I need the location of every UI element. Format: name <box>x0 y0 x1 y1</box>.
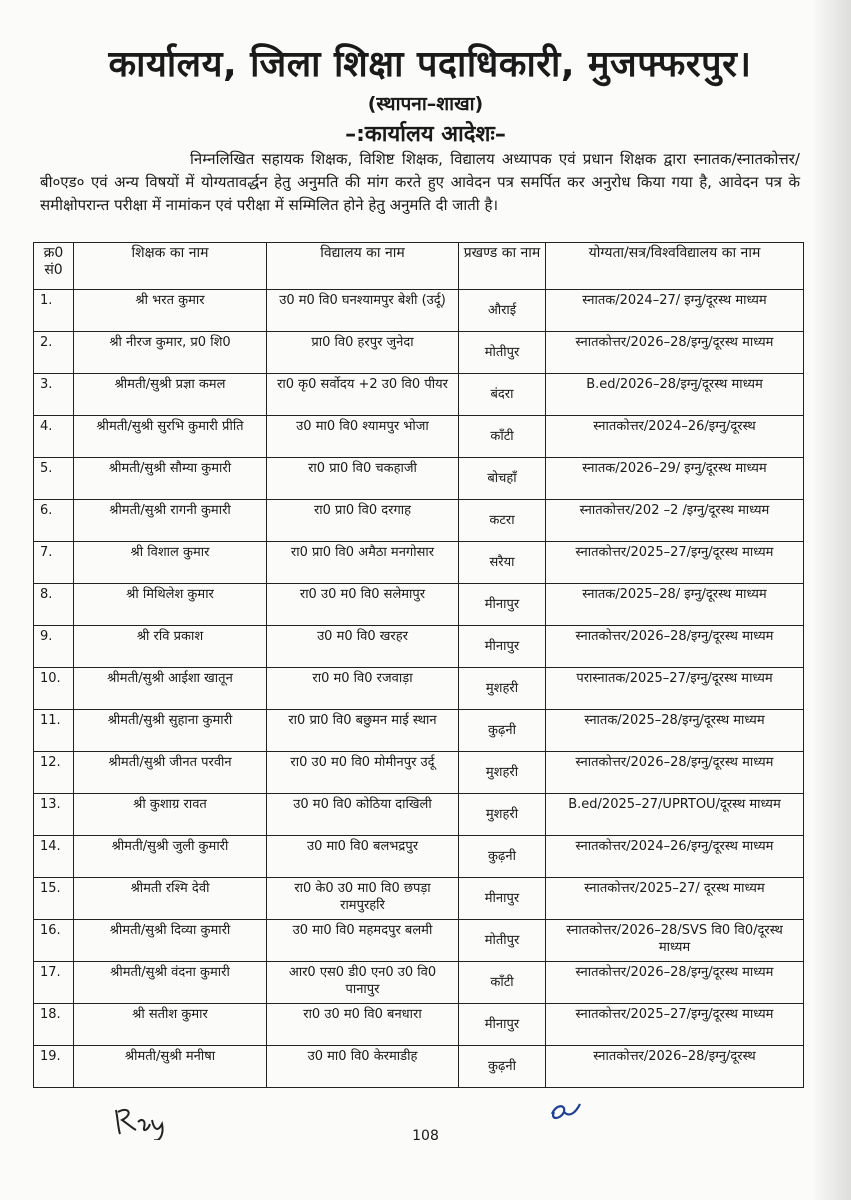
cell-school: रा0 म0 वि0 रजवाड़ा <box>267 668 459 710</box>
table-header-row <box>34 243 804 290</box>
cell-school: रा0 प्रा0 वि0 बछुमन माई स्थान <box>267 710 459 752</box>
cell-teacher: श्री कुशाग्र रावत <box>74 794 267 836</box>
cell-teacher: श्रीमती/सुश्री सौम्या कुमारी <box>74 458 267 500</box>
cell-teacher: श्रीमती/सुश्री जीनत परवीन <box>74 752 267 794</box>
signature-right <box>546 1098 586 1128</box>
cell-qualification: स्नातक/2026–29/ इग्नु/दूरस्थ माध्यम <box>546 458 804 500</box>
header-school: विद्यालय का नाम <box>267 243 459 290</box>
cell-sno: 17. <box>34 962 74 1004</box>
table-row <box>34 710 804 752</box>
cell-school: रा0 प्रा0 वि0 दरगाह <box>267 500 459 542</box>
cell-block: मुशहरी <box>459 794 546 836</box>
cell-block: मीनापुर <box>459 1004 546 1046</box>
cell-qualification: परास्नातक/2025–27/इग्नु/दूरस्थ माध्यम <box>546 668 804 710</box>
order-heading: –:कार्यालय आदेशः– <box>345 122 506 147</box>
cell-school: रा0 प्रा0 वि0 अमैठा मनगोसार <box>267 542 459 584</box>
cell-school: उ0 म0 वि0 कोठिया दाखिली <box>267 794 459 836</box>
cell-sno: 16. <box>34 920 74 962</box>
table-row <box>34 1046 804 1088</box>
cell-sno: 9. <box>34 626 74 668</box>
table-row <box>34 416 804 458</box>
cell-qualification: स्नातकोत्तर/2026–28/इग्नु/दूरस्थ माध्यम <box>546 962 804 1004</box>
cell-school: आर0 एस0 डी0 एन0 उ0 वि0 पानापुर <box>267 962 459 1004</box>
table-row <box>34 584 804 626</box>
cell-teacher: श्रीमती/सुश्री आईशा खातून <box>74 668 267 710</box>
cell-sno: 6. <box>34 500 74 542</box>
cell-qualification: स्नातकोत्तर/2026–28/इग्नु/दूरस्थ माध्यम <box>546 752 804 794</box>
header-teacher: शिक्षक का नाम <box>74 243 267 290</box>
cell-qualification: स्नातकोत्तर/2024–26/इग्नु/दूरस्थ माध्यम <box>546 836 804 878</box>
table-row <box>34 500 804 542</box>
cell-sno: 2. <box>34 332 74 374</box>
cell-qualification: स्नातकोत्तर/2025–27/ दूरस्थ माध्यम <box>546 878 804 920</box>
table-row <box>34 920 804 962</box>
intro-paragraph: निम्नलिखित सहायक शिक्षक, विशिष्ट शिक्षक, विद्यालय अध्यापक एवं प्रधान शिक्षक द्वारा स्नातक/स्नातकोत्तर/ बी०एड० एवं अन्य विषयों में योग्यतावर्द्धन हेतु अनुमति की मांग करते हुए आवेदन पत्र समर्पित कर अनुरोध किया गया है, आवेदन पत्र के समीक्षोपरान्त परीक्षा में नामांकन एवं परीक्षा में सम्मिलित होने हेतु अनुमति दी जाती है। <box>40 150 800 214</box>
cell-qualification: स्नातक/2025–28/इग्नु/दूरस्थ माध्यम <box>546 710 804 752</box>
table-row <box>34 836 804 878</box>
table-row <box>34 290 804 332</box>
cell-sno: 8. <box>34 584 74 626</box>
cell-sno: 19. <box>34 1046 74 1088</box>
cell-teacher: श्रीमती/सुश्री प्रज्ञा कमल <box>74 374 267 416</box>
cell-block: मीनापुर <box>459 878 546 920</box>
cell-qualification: स्नातकोत्तर/2026–28/इग्नु/दूरस्थ माध्यम <box>546 626 804 668</box>
cell-teacher: श्रीमती/सुश्री दिव्या कुमारी <box>74 920 267 962</box>
cell-block: मुशहरी <box>459 668 546 710</box>
cell-teacher: श्रीमती/सुश्री जुली कुमारी <box>74 836 267 878</box>
cell-sno: 12. <box>34 752 74 794</box>
office-title: कार्यालय, जिला शिक्षा पदाधिकारी, मुजफ्फरपुर। <box>108 44 752 85</box>
cell-qualification: स्नातकोत्तर/2025–27/इग्नु/दूरस्थ माध्यम <box>546 542 804 584</box>
cell-teacher: श्री विशाल कुमार <box>74 542 267 584</box>
cell-teacher: श्रीमती/सुश्री सुरभि कुमारी प्रीति <box>74 416 267 458</box>
cell-qualification: स्नातक/2025–28/ इग्नु/दूरस्थ माध्यम <box>546 584 804 626</box>
cell-qualification: स्नातकोत्तर/2024–26/इग्नु/दूरस्थ <box>546 416 804 458</box>
table-row <box>34 332 804 374</box>
cell-block: बोचहाँ <box>459 458 546 500</box>
cell-school: उ0 मा0 वि0 बलभद्रपुर <box>267 836 459 878</box>
cell-block: मीनापुर <box>459 584 546 626</box>
cell-sno: 11. <box>34 710 74 752</box>
cell-sno: 13. <box>34 794 74 836</box>
cell-qualification: स्नातक/2024–27/ इग्नु/दूरस्थ माध्यम <box>546 290 804 332</box>
cell-block: सरैया <box>459 542 546 584</box>
table-row <box>34 1004 804 1046</box>
cell-school: रा0 उ0 म0 वि0 मोमीनपुर उर्दू <box>267 752 459 794</box>
cell-school: रा0 उ0 म0 वि0 बनधारा <box>267 1004 459 1046</box>
cell-teacher: श्रीमती/सुश्री मनीषा <box>74 1046 267 1088</box>
cell-teacher: श्री सतीश कुमार <box>74 1004 267 1046</box>
cell-teacher: श्रीमती/सुश्री सुहाना कुमारी <box>74 710 267 752</box>
cell-qualification: स्नातकोत्तर/2025–27/इग्नु/दूरस्थ माध्यम <box>546 1004 804 1046</box>
cell-qualification: स्नातकोत्तर/2026–28/SVS वि0 वि0/दूरस्थ माध्यम <box>546 920 804 962</box>
cell-school: रा0 कृ0 सर्वोदय +2 उ0 वि0 पीयर <box>267 374 459 416</box>
table-row <box>34 962 804 1004</box>
cell-teacher: श्री मिथिलेश कुमार <box>74 584 267 626</box>
cell-sno: 4. <box>34 416 74 458</box>
cell-sno: 10. <box>34 668 74 710</box>
header-qualification: योग्यता/सत्र/विश्वविद्यालय का नाम <box>546 243 804 290</box>
cell-school: उ0 मा0 वि0 श्यामपुर भोजा <box>267 416 459 458</box>
cell-sno: 5. <box>34 458 74 500</box>
cell-school: उ0 म0 वि0 घनश्यामपुर बेशी (उर्दू) <box>267 290 459 332</box>
table-row <box>34 668 804 710</box>
cell-teacher: श्री नीरज कुमार, प्र0 शि0 <box>74 332 267 374</box>
table-row <box>34 458 804 500</box>
cell-school: रा0 उ0 म0 वि0 सलेमापुर <box>267 584 459 626</box>
cell-qualification: स्नातकोत्तर/2026–28/इग्नु/दूरस्थ माध्यम <box>546 332 804 374</box>
cell-sno: 18. <box>34 1004 74 1046</box>
cell-block: कुढ़नी <box>459 836 546 878</box>
cell-qualification: स्नातकोत्तर/2026–28/इग्नु/दूरस्थ <box>546 1046 804 1088</box>
page-edge-shadow <box>811 0 851 1200</box>
cell-block: काँटी <box>459 416 546 458</box>
cell-teacher: श्रीमती/सुश्री वंदना कुमारी <box>74 962 267 1004</box>
cell-school: उ0 मा0 वि0 महमदपुर बलमी <box>267 920 459 962</box>
table-row <box>34 542 804 584</box>
cell-school: रा0 प्रा0 वि0 चकहाजी <box>267 458 459 500</box>
cell-sno: 14. <box>34 836 74 878</box>
cell-block: मोतीपुर <box>459 332 546 374</box>
table-row <box>34 878 804 920</box>
cell-block: काँटी <box>459 962 546 1004</box>
cell-block: मीनापुर <box>459 626 546 668</box>
cell-school: उ0 म0 वि0 खरहर <box>267 626 459 668</box>
cell-block: कुढ़नी <box>459 1046 546 1088</box>
page-number: 108 <box>412 1128 439 1144</box>
table-row <box>34 626 804 668</box>
cell-sno: 15. <box>34 878 74 920</box>
header-block: प्रखण्ड का नाम <box>459 243 546 290</box>
table-row <box>34 752 804 794</box>
cell-block: कटरा <box>459 500 546 542</box>
cell-block: कुढ़नी <box>459 710 546 752</box>
header-sno: क्र0 सं0 <box>34 243 74 290</box>
cell-block: औराई <box>459 290 546 332</box>
cell-school: रा0 के0 उ0 मा0 वि0 छपड़ा रामपुरहरि <box>267 878 459 920</box>
cell-block: बंदरा <box>459 374 546 416</box>
cell-teacher: श्री रवि प्रकाश <box>74 626 267 668</box>
cell-qualification: स्नातकोत्तर/202 –2 /इग्नु/दूरस्थ माध्यम <box>546 500 804 542</box>
cell-teacher: श्री भरत कुमार <box>74 290 267 332</box>
table-body <box>34 290 804 1088</box>
cell-sno: 7. <box>34 542 74 584</box>
cell-qualification: B.ed/2025–27/UPRTOU/दूरस्थ माध्यम <box>546 794 804 836</box>
cell-school: प्रा0 वि0 हरपुर जुनेदा <box>267 332 459 374</box>
branch-subtitle: (स्थापना–शाखा) <box>367 93 484 115</box>
cell-qualification: B.ed/2026–28/इग्नु/दूरस्थ माध्यम <box>546 374 804 416</box>
cell-block: मुशहरी <box>459 752 546 794</box>
permission-table <box>33 242 804 1088</box>
table-row <box>34 794 804 836</box>
cell-teacher: श्रीमती/सुश्री रागनी कुमारी <box>74 500 267 542</box>
cell-teacher: श्रीमती रश्मि देवी <box>74 878 267 920</box>
cell-block: मोतीपुर <box>459 920 546 962</box>
cell-sno: 3. <box>34 374 74 416</box>
table-row <box>34 374 804 416</box>
cell-school: उ0 मा0 वि0 केरमाडीह <box>267 1046 459 1088</box>
cell-sno: 1. <box>34 290 74 332</box>
